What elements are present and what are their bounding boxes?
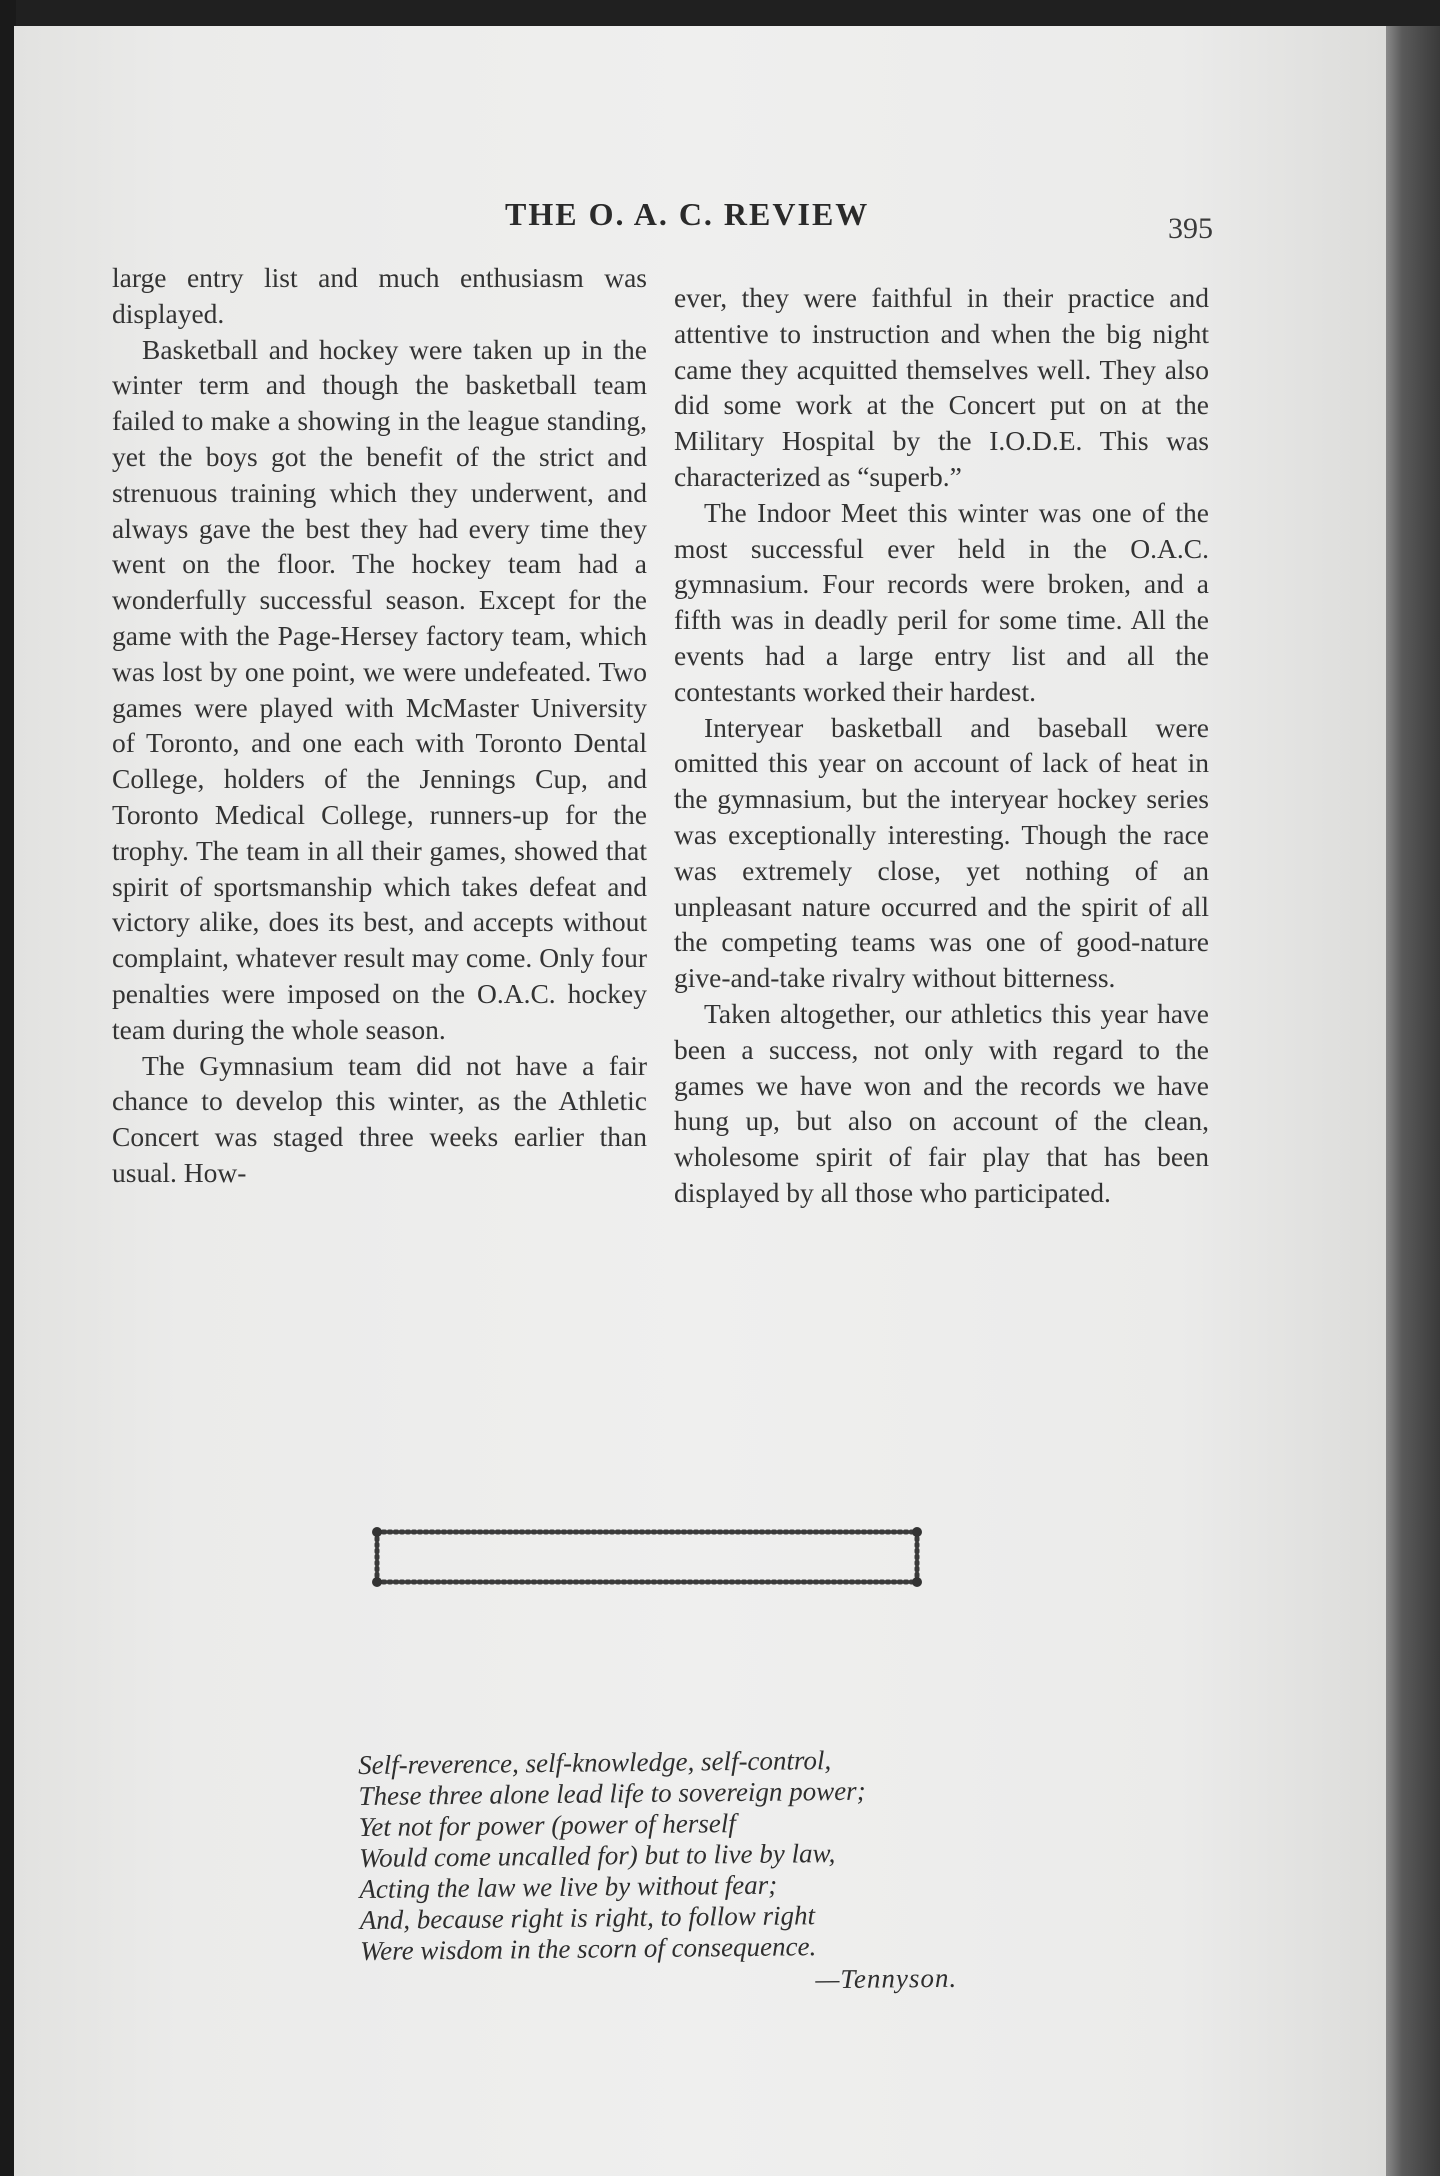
left-paragraph-2: Basketball and hockey were taken up in the winter term and though the basketball team failed to make a showing in the league standing, yet the boys got the benefit of the strict and strenuous training which they underwent, and always gave the best they had every time they went on the floor. The hockey team had a wonderfully successful season. Except for the game with the Page-Hersey factory team, which was lost by one point, we were undefeated. Two games were played with McMaster University of Toronto, and one each with Toronto Dental College, holders of the Jennings Cup, and Toronto Medical College, runners-up for the trophy. The team in all their games, showed that spirit of sportsmanship which takes defeat and victory alike, does its best, and accepts without complaint, whatever result may come. Only four penalties were imposed on the O.A.C. hockey team during the whole season. bbox=[112, 333, 647, 1045]
poem-quotation bbox=[358, 1744, 957, 2000]
poem-line: Were wisdom in the scorn of consequence. bbox=[359, 1931, 817, 1966]
right-paragraph-1: ever, they were faithful in their practice and attentive to instruction and when the big night came they acquitted themselves well. They also did some work at the Concert put on at the Military Hospital by the I.O.D.E. This was characterized as “superb.” bbox=[674, 282, 1209, 492]
right-paragraph-4: Taken altogether, our athletics this year have been a success, not only with regard to the games we have won and the records we have hung up, but also on account of the clean, wholesome spirit of fair play that has been displayed by all those who participated. bbox=[674, 997, 1209, 1208]
left-paragraph-3: The Gymnasium team did not have a fair chance to develop this winter, as the Athletic Concert was staged three weeks earlier than usual. How- bbox=[112, 1049, 647, 1188]
running-title: THE O. A. C. REVIEW bbox=[505, 196, 870, 232]
left-paragraph-1: large entry list and much enthusiasm was displayed. bbox=[112, 262, 647, 329]
poem-line: These three alone lead life to sovereign power; bbox=[358, 1775, 866, 1811]
poem-line: Self-reverence, self-knowledge, self-control, bbox=[358, 1745, 832, 1780]
scan-top-edge bbox=[0, 0, 1440, 28]
dotted-border-ornament bbox=[371, 1524, 923, 1590]
poem-line: And, because right is right, to follow right bbox=[359, 1900, 816, 1935]
poem-line: Yet not for power (power of herself bbox=[358, 1808, 736, 1842]
left-text-column bbox=[112, 260, 647, 1191]
poem-line: Would come uncalled for) but to live by law, bbox=[358, 1838, 836, 1873]
poem-attribution: —Tennyson. bbox=[815, 1962, 958, 1995]
book-spine-edge bbox=[1386, 26, 1440, 2176]
right-paragraph-3: Interyear basketball and baseball were omitted this year on account of lack of heat in the gymnasium, but the interyear hockey series was exceptionally interesting. Though the race was extremely close, yet nothing of an unpleasant nature occurred and the spirit of all the competing teams was one of good-nature give-and-take rivalry without bitterness. bbox=[674, 711, 1209, 994]
right-text-column bbox=[674, 280, 1209, 1211]
page-number: 395 bbox=[1168, 212, 1213, 245]
right-paragraph-2: The Indoor Meet this winter was one of the most successful ever held in the O.A.C. gymnasium. Four records were broken, and a fifth was in deadly peril for some time. All the events had a large entry list and all the contestants worked their hardest. bbox=[674, 496, 1209, 707]
poem-line: Acting the law we live by without fear; bbox=[359, 1869, 778, 1904]
